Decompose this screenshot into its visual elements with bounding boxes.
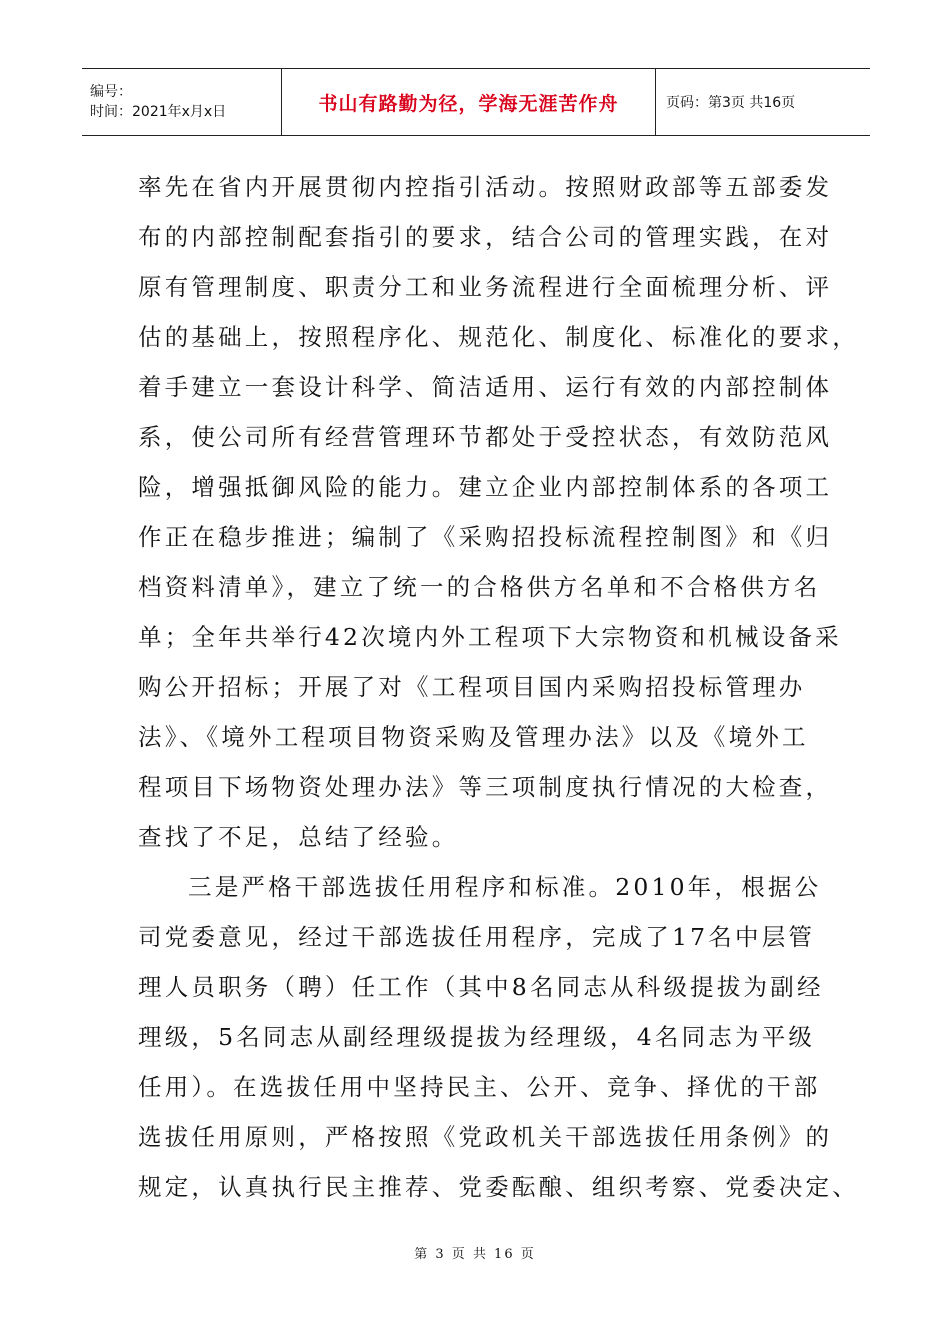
body-line: 理人员职务（聘）任工作（其中8名同志从科级提拔为副经: [138, 973, 824, 1001]
body-line: 规定，认真执行民主推荐、党委酝酿、组织考察、党委决定、: [138, 1173, 859, 1201]
body-line: 单；全年共举行42次境内外工程项下大宗物资和机械设备采: [138, 623, 842, 651]
header-motto-cell: [282, 69, 656, 135]
number-label: 编号：: [90, 84, 132, 100]
body-line: 原有管理制度、职责分工和业务流程进行全面梳理分析、评: [138, 273, 833, 301]
paragraph-start-line: 三是严格干部选拔任用程序和标准。2010年，根据公: [188, 873, 822, 901]
body-line: 选拔任用原则，严格按照《党政机关干部选拔任用条例》的: [138, 1123, 833, 1151]
document-body: [138, 162, 859, 1212]
body-line: 法》、《境外工程项目物资采购及管理办法》以及《境外工: [138, 723, 809, 751]
body-line: 系，使公司所有经营管理环节都处于受控状态，有效防范风: [138, 423, 833, 451]
body-line: 司党委意见，经过干部选拔任用程序，完成了17名中层管: [138, 923, 816, 951]
body-line: 查找了不足，总结了经验。: [138, 823, 459, 851]
body-line: 布的内部控制配套指引的要求，结合公司的管理实践，在对: [138, 223, 833, 251]
time-value: 2021年x月x日: [132, 104, 227, 120]
body-line: 作正在稳步推进；编制了《采购招投标流程控制图》和《归: [138, 523, 833, 551]
body-line: 程项目下场物资处理办法》等三项制度执行情况的大检查，: [138, 773, 833, 801]
body-line: 理级，5名同志从副经理级提拔为经理级，4名同志为平级: [138, 1023, 816, 1051]
page-number-row: [666, 92, 870, 112]
page-label: 页码：: [666, 95, 708, 111]
page-value: 第3页 共16页: [708, 95, 796, 111]
page-header: [82, 68, 870, 136]
page-footer: 第 3 页 共 16 页: [414, 1247, 536, 1262]
header-page-cell: [656, 69, 870, 135]
body-line: 任用）。在选拔任用中坚持民主、公开、竞争、择优的干部: [138, 1073, 821, 1101]
body-line: 率先在省内开展贯彻内控指引活动。按照财政部等五部委发: [138, 173, 833, 201]
time-label: 时间：: [90, 104, 132, 120]
body-line: 险，增强抵御风险的能力。建立企业内部控制体系的各项工: [138, 473, 833, 501]
body-line: 估的基础上，按照程序化、规范化、制度化、标准化的要求，: [138, 323, 859, 351]
motto-text: 书山有路勤为径，学海无涯苦作舟: [318, 92, 619, 115]
body-line: 购公开招标；开展了对《工程项目国内采购招投标管理办: [138, 673, 806, 701]
time-row: [90, 102, 281, 122]
body-line: 档资料清单》，建立了统一的合格供方名单和不合格供方名: [138, 573, 821, 601]
body-line: 着手建立一套设计科学、简洁适用、运行有效的内部控制体: [138, 373, 833, 401]
header-meta: [82, 69, 282, 135]
